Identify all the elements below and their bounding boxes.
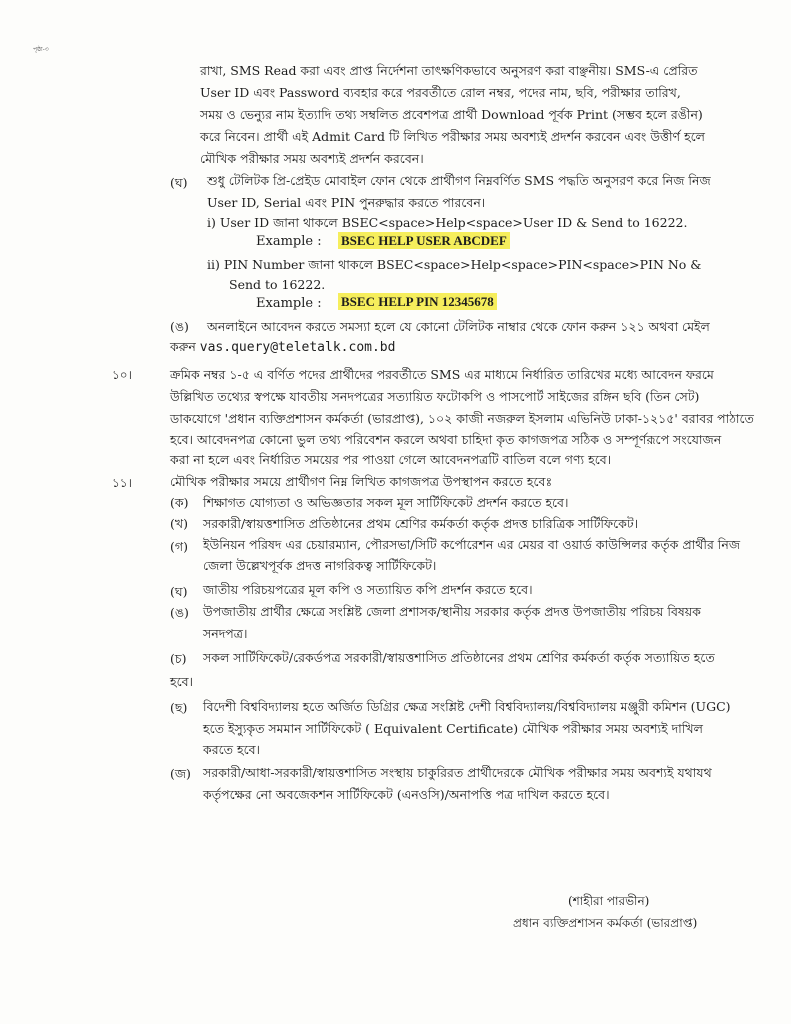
doc-item-marker: (ঘ): [170, 584, 188, 599]
doc-item-line: হতে ইস্যুকৃত সমমান সার্টিফিকেট ( Equivalent Certificate) মৌখিক পরীক্ষার সময় অবশ্যই দাখিল: [203, 721, 703, 736]
section-10-number: ১০।: [112, 368, 132, 382]
doc-item-line: উপজাতীয় প্রার্থীর ক্ষেত্রে সংশ্লিষ্ট জেলা প্রশাসক/স্থানীয় সরকার কর্তৃক প্রদত্ত উপজাতীয় পরিচয় বিষয়ক: [203, 604, 701, 619]
doc-item-line: সরকারী/আধা-সরকারী/স্বায়ত্তশাসিত সংস্থায় চাকুরিরত প্রার্থীদেরকে মৌখিক পরীক্ষার সময় অবশ্যই যথাযথ: [203, 765, 712, 780]
doc-item-line: জাতীয় পরিচয়পত্রের মূল কপি ও সত্যায়িত কপি প্রদর্শন করতে হবে।: [203, 582, 533, 597]
section-10-line-1: ক্রমিক নম্বর ১-৫ এ বর্ণিত পদের প্রার্থীদের পরবর্তীতে SMS এর মাধ্যমে নির্ধারিত তারিখের মধ্যে আবেদন ফরমে: [170, 367, 714, 382]
doc-item-line: সনদপত্র।: [203, 626, 248, 641]
doc-item-line: শিক্ষাগত যোগ্যতা ও অভিজ্ঞতার সকল মূল সার্টিফিকেট প্রদর্শন করতে হবে।: [203, 495, 569, 510]
sub-item-pin-line-2: Send to 16222.: [229, 277, 326, 292]
item-gha-line-1: শুধু টেলিটক প্রি-প্রেইড মোবাইল ফোন থেকে প্রার্থীগণ নিম্নবর্ণিত SMS পদ্ধতি অনুসরণ করে নিজ নিজ: [207, 173, 711, 188]
doc-item-line: হবে।: [170, 674, 194, 689]
doc-item-marker: (খ): [170, 516, 188, 531]
item-uma-line-1: অনলাইনে আবেদন করতে সমস্যা হলে যে কোনো টেলিটক নাম্বার থেকে ফোন করুন ১২১ অথবা মেইল: [207, 319, 710, 334]
sub-item-pin-line-1: ii) PIN Number জানা থাকলে BSEC<space>Help<space>PIN<space>PIN No &: [207, 257, 702, 272]
intro-line-4: করে নিবেন। প্রার্থী এই Admit Card টি লিখিত পরীক্ষার সময় অবশ্যই প্রদর্শন করবেন এবং উত্তীর্ণ হলে: [200, 129, 705, 144]
intro-line-5: মৌখিক পরীক্ষার সময় অবশ্যই প্রদর্শন করবেন।: [200, 151, 424, 166]
doc-item-marker: (জ): [170, 766, 191, 781]
doc-item-marker: (গ): [170, 539, 188, 554]
section-11-heading: মৌখিক পরীক্ষার সময়ে প্রার্থীগণ নিম্ন লিখিত কাগজপত্র উপস্থাপন করতে হবেঃ: [170, 474, 553, 489]
example-label-1: Example :: [256, 234, 322, 249]
example-user-id-highlight: BSEC HELP USER ABCDEF: [338, 232, 510, 249]
item-gha-line-2: User ID, Serial এবং PIN পুনরুদ্ধার করতে পারবেন।: [207, 195, 486, 210]
sub-item-user-id: i) User ID জানা থাকলে BSEC<space>Help<space>User ID & Send to 16222.: [207, 215, 688, 230]
doc-item-line: সরকারী/স্বায়ত্তশাসিত প্রতিষ্ঠানের প্রথম শ্রেণির কর্মকর্তা কর্তৃক প্রদত্ত চারিত্রিক সার্টিফিকেট।: [203, 516, 639, 531]
section-10-line-5: করা না হলে এবং নির্ধারিত সময়ের পর পাওয়া গেলে আবেদনপত্রটি বাতিল বলে গণ্য হবে।: [170, 452, 612, 467]
intro-line-2: User ID এবং Password ব্যবহার করে পরবর্তীতে রোল নম্বর, পদের নাম, ছবি, পরীক্ষার তারিখ,: [200, 85, 681, 100]
doc-item-line: সকল সার্টিফিকেট/রেকর্ডপত্র সরকারী/স্বায়ত্তশাসিত প্রতিষ্ঠানের প্রথম শ্রেণির কর্মকর্তা কর্তৃক সত্যায়িত হতে: [203, 650, 715, 665]
doc-item-line: কর্তৃপক্ষের নো অবজেকশন সার্টিফিকেট (এনওসি)/অনাপত্তি পত্র দাখিল করতে হবে।: [203, 787, 610, 802]
item-gha-marker: (ঘ): [170, 175, 188, 190]
doc-item-marker: (চ): [170, 651, 187, 666]
signatory-name: (শাহীরা পারভীন): [568, 894, 650, 908]
doc-item-line: ইউনিয়ন পরিষদ এর চেয়ারম্যান, পৌরসভা/সিটি কর্পোরেশন এর মেয়র বা ওয়ার্ড কাউন্সিলর কর্তৃক প্রার্থীর নিজ: [203, 537, 741, 552]
doc-item-marker: (ছ): [170, 700, 188, 715]
signatory-designation: প্রধান ব্যক্তিপ্রশাসন কর্মকর্তা (ভারপ্রাপ্ত): [513, 916, 698, 930]
example-pin-highlight: BSEC HELP PIN 12345678: [338, 293, 497, 310]
doc-item-line: করতে হবে।: [203, 742, 261, 757]
section-10-line-4: হবে। আবেদনপত্র কোনো ভুল তথ্য পরিবেশন করলে অথবা চাহিদা কৃত কাগজপত্র সঠিক ও সম্পূর্ণরূপে সংযোজন: [170, 432, 722, 447]
doc-item-line: জেলা উল্লেখপূর্বক প্রদত্ত নাগরিকত্ব সার্টিফিকেট।: [203, 558, 437, 573]
section-10-line-3: ডাকযোগে 'প্রধান ব্যক্তিপ্রশাসন কর্মকর্তা (ভারপ্রাপ্ত), ১০২ কাজী নজরুল ইসলাম এভিনিউ ঢাকা-১২১৫' বরাবর পাঠাতে: [170, 411, 754, 426]
item-uma-line-2: [170, 338, 395, 357]
doc-item-marker: (ঙ): [170, 605, 189, 620]
example-label-2: Example :: [256, 296, 322, 311]
item-uma-marker: (ঙ): [170, 319, 189, 334]
intro-line-1: রাখা, SMS Read করা এবং প্রাপ্ত নির্দেশনা তাৎক্ষণিকভাবে অনুসরণ করা বাঞ্ছনীয়। SMS-এ প্রেরিত: [200, 63, 698, 78]
support-email: vas.query@teletalk.com.bd: [199, 340, 396, 355]
page-number: পৃষ্ঠা-৩: [33, 46, 49, 53]
section-10-line-2: উল্লিখিত তথ্যের স্বপক্ষে যাবতীয় সনদপত্রের সত্যায়িত ফটোকপি ও পাসপোর্ট সাইজের রঙ্গিন ছবি (তিন সেট): [170, 389, 700, 404]
section-11-number: ১১।: [112, 476, 132, 490]
doc-item-marker: (ক): [170, 495, 189, 510]
contact-prefix: করুন: [170, 339, 200, 354]
doc-item-line: বিদেশী বিশ্ববিদ্যালয় হতে অর্জিত ডিগ্রির ক্ষেত্র সংশ্লিষ্ট দেশী বিশ্ববিদ্যালয়/বিশ্ববিদ্যালয় মঞ্জুরী কমিশন (UGC): [203, 699, 731, 714]
intro-line-3: সময় ও ভেন্যুর নাম ইত্যাদি তথ্য সম্বলিত প্রবেশপত্র প্রার্থী Download পূর্বক Print (সম্ভব হলে রঙীন): [200, 107, 703, 122]
